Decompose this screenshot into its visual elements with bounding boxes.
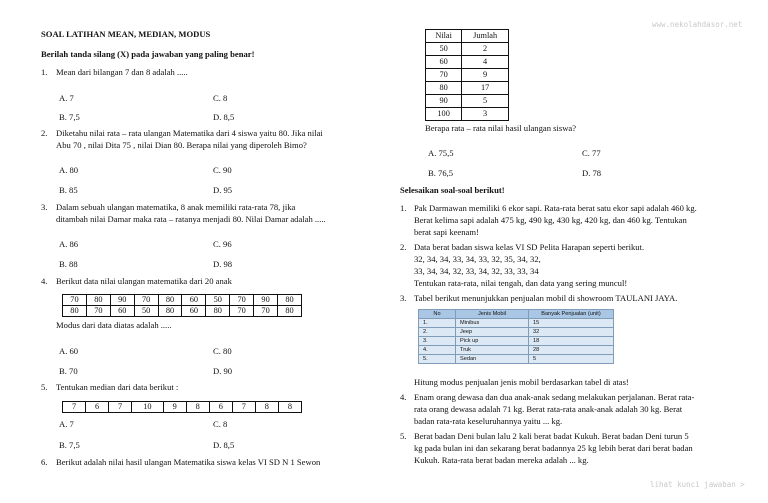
q6-option-d: D. 78 [582, 168, 602, 178]
q2-option-c: C. 90 [213, 165, 232, 175]
q1-option-a: A. 7 [59, 93, 74, 103]
table-cell: 6 [209, 402, 232, 413]
table-cell: 2 [462, 43, 509, 56]
column-header: Jumlah [462, 30, 509, 43]
q2-line2: Abu 70 , nilai Dita 75 , nilai Dian 80. Berapa nilai yang diperoleh Bimo? [56, 140, 307, 150]
q6-number: 6. [41, 457, 48, 467]
table-cell: Sedan [456, 355, 529, 364]
q2-option-b: B. 85 [59, 185, 78, 195]
table-cell: 70 [254, 306, 278, 317]
table-cell: 15 [529, 319, 614, 328]
column-header: Jenis Mobil [456, 310, 529, 319]
table-cell: 17 [462, 82, 509, 95]
table-cell: 8 [186, 402, 209, 413]
q3-option-a: A. 86 [59, 239, 79, 249]
q2-option-a: A. 80 [59, 165, 79, 175]
watermark-text: www.nekolahdasor.net [652, 20, 743, 29]
instruction-multiple-choice: Berilah tanda silang (X) pada jawaban yang paling benar! [41, 49, 255, 59]
q6-caption: Berapa rata – rata nilai hasil ulangan siswa? [425, 123, 577, 133]
table-header-row [419, 310, 614, 319]
table-row [426, 43, 509, 56]
table-row [63, 295, 302, 306]
q5-text: Tentukan median dari data berikut : [56, 382, 179, 392]
q3-line1: Dalam sebuah ulangan matematika, 8 anak memiliki rata-rata 78, jika [56, 202, 296, 212]
q1-number: 1. [41, 67, 48, 77]
q6-option-b: B. 76,5 [428, 168, 454, 178]
e2-line4: Tentukan rata-rata, nilai tengah, dan data yang sering muncul! [414, 278, 628, 288]
table-cell: 70 [134, 295, 158, 306]
table-cell: 2. [419, 328, 456, 337]
table-row [63, 402, 302, 413]
q5-option-b: B. 7,5 [59, 440, 80, 450]
table-cell: 3 [462, 108, 509, 121]
table-cell: 9 [462, 69, 509, 82]
table-cell: 80 [86, 295, 110, 306]
q2-line1: Diketahu nilai rata – rata ulangan Matematika dari 4 siswa yaitu 80. Jika nilai [56, 128, 323, 138]
column-header: Nilai [426, 30, 462, 43]
table-cell: 7 [232, 402, 255, 413]
e4-line3: badan rata-rata keseluruhannya yaitu ... kg. [414, 416, 563, 426]
q3-option-c: C. 96 [213, 239, 232, 249]
e1-number: 1. [400, 203, 407, 213]
table-cell: Minibus [456, 319, 529, 328]
e3-after-text: Hitung modus penjualan jenis mobil berdasarkan tabel di atas! [414, 377, 629, 387]
q4-caption: Modus dari data diatas adalah ..... [56, 320, 172, 330]
q5-number: 5. [41, 382, 48, 392]
table-cell: 3. [419, 337, 456, 346]
q4-number: 4. [41, 276, 48, 286]
e5-line1: Berat badan Deni bulan lalu 2 kali berat badat Kukuh. Berat badan Deni turun 5 [414, 431, 689, 441]
table-cell: 50 [206, 295, 230, 306]
table-cell: 7 [63, 402, 86, 413]
e1-line3: berat sapi keenam! [414, 227, 479, 237]
table-cell: 70 [86, 306, 110, 317]
q4-option-d: D. 90 [213, 366, 233, 376]
table-cell: 80 [278, 295, 302, 306]
e5-line3: Kukuh. Rata-rata berat badan mereka adalah ... kg. [414, 455, 589, 465]
q2-number: 2. [41, 128, 48, 138]
table-cell: 32 [529, 328, 614, 337]
table-cell: 60 [110, 306, 134, 317]
table-cell: Truk [456, 346, 529, 355]
table-cell: 50 [426, 43, 462, 56]
e5-number: 5. [400, 431, 407, 441]
page-title: SOAL LATIHAN MEAN, MEDIAN, MODUS [41, 29, 211, 39]
e4-line1: Enam orang dewasa dan dua anak-anak sedang melakukan perjalanan. Berat rata- [414, 392, 695, 402]
q6-text: Berikut adalah nilai hasil ulangan Matematika siswa kelas VI SD N 1 Sewon [56, 457, 321, 467]
e4-line2: rata orang dewasa adalah 71 kg. Berat rata-rata anak-anak adalah 30 kg. Berat [414, 404, 683, 414]
table-cell: Jeep [456, 328, 529, 337]
answer-key-link[interactable]: lihat kunci jawaban > [650, 480, 745, 489]
q3-option-d: D. 98 [213, 259, 233, 269]
table-cell: 18 [529, 337, 614, 346]
table-cell: 7 [109, 402, 132, 413]
q6-grade-table [425, 29, 509, 121]
table-header-row [426, 30, 509, 43]
q4-option-c: C. 80 [213, 346, 232, 356]
table-cell: 70 [426, 69, 462, 82]
table-cell: 70 [230, 295, 254, 306]
table-cell: 4 [462, 56, 509, 69]
table-row [426, 56, 509, 69]
table-cell: 5 [462, 95, 509, 108]
table-cell: 90 [426, 95, 462, 108]
q3-option-b: B. 88 [59, 259, 78, 269]
table-row [419, 337, 614, 346]
table-cell: 8 [278, 402, 301, 413]
q4-option-b: B. 70 [59, 366, 78, 376]
q3-number: 3. [41, 202, 48, 212]
table-cell: 1. [419, 319, 456, 328]
table-cell: 70 [230, 306, 254, 317]
e4-number: 4. [400, 392, 407, 402]
e3-line1: Tabel berikut menunjukkan penjualan mobil di showroom TAULANI JAYA. [414, 293, 678, 303]
table-cell: 80 [426, 82, 462, 95]
table-cell: 80 [158, 295, 182, 306]
table-row [426, 82, 509, 95]
table-cell: 90 [254, 295, 278, 306]
table-row [426, 69, 509, 82]
table-row [426, 108, 509, 121]
table-cell: 28 [529, 346, 614, 355]
table-cell: 6 [86, 402, 109, 413]
q5-option-d: D. 8,5 [213, 440, 235, 450]
q6-option-a: A. 75,5 [428, 148, 454, 158]
table-cell: 80 [278, 306, 302, 317]
table-cell: 70 [63, 295, 87, 306]
q6-option-c: C. 77 [582, 148, 601, 158]
e2-line2: 32, 34, 34, 33, 34, 33, 32, 35, 34, 32, [414, 254, 541, 264]
q2-option-d: D. 95 [213, 185, 233, 195]
table-row [419, 346, 614, 355]
instruction-essay: Selesaikan soal-soal berikut! [400, 185, 505, 195]
table-cell: 100 [426, 108, 462, 121]
table-cell: Pick up [456, 337, 529, 346]
table-cell: 9 [163, 402, 186, 413]
q4-data-table [62, 294, 302, 317]
table-cell: 60 [182, 295, 206, 306]
q4-text: Berikut data nilai ulangan matematika dari 20 anak [56, 276, 232, 286]
e1-line1: Pak Darmawan memiliki 6 ekor sapi. Rata-rata berat satu ekor sapi adalah 460 kg. [414, 203, 697, 213]
q1-option-b: B. 7,5 [59, 112, 80, 122]
q5-option-c: C. 8 [213, 419, 228, 429]
table-row [419, 319, 614, 328]
column-header: No [419, 310, 456, 319]
q5-option-a: A. 7 [59, 419, 74, 429]
table-cell: 5. [419, 355, 456, 364]
table-cell: 5 [529, 355, 614, 364]
table-cell: 80 [158, 306, 182, 317]
column-header: Banyak Penjualan (unit) [529, 310, 614, 319]
table-cell: 8 [255, 402, 278, 413]
table-cell: 4. [419, 346, 456, 355]
q1-option-c: C. 8 [213, 93, 228, 103]
q1-text: Mean dari bilangan 7 dan 8 adalah ..... [56, 67, 188, 77]
e3-number: 3. [400, 293, 407, 303]
q5-data-table [62, 401, 302, 413]
table-cell: 90 [110, 295, 134, 306]
table-cell: 60 [426, 56, 462, 69]
q4-option-a: A. 60 [59, 346, 79, 356]
e1-line2: Berat kelima sapi adalah 475 kg, 490 kg, 430 kg, 420 kg, dan 460 kg. Tentukan [414, 215, 687, 225]
e2-line1: Data berat badan siswa kelas VI SD Pelita Harapan seperti berikut. [414, 242, 645, 252]
table-cell: 10 [132, 402, 164, 413]
e2-line3: 33, 34, 34, 32, 33, 34, 32, 33, 33, 34 [414, 266, 539, 276]
table-cell: 60 [182, 306, 206, 317]
e5-line2: kg pada bulan ini dan sekarang berat badannya 25 kg lebih berat dari berat badan [414, 443, 693, 453]
e3-sales-table [418, 309, 614, 364]
e2-number: 2. [400, 242, 407, 252]
table-row [63, 306, 302, 317]
table-cell: 50 [134, 306, 158, 317]
table-cell: 80 [206, 306, 230, 317]
table-cell: 80 [63, 306, 87, 317]
q3-line2: ditambah nilai Damar maka rata – ratanya menjadi 80. Nilai Damar adalah ..... [56, 214, 326, 224]
q1-option-d: D. 8,5 [213, 112, 235, 122]
table-row [419, 328, 614, 337]
table-row [419, 355, 614, 364]
table-row [426, 95, 509, 108]
